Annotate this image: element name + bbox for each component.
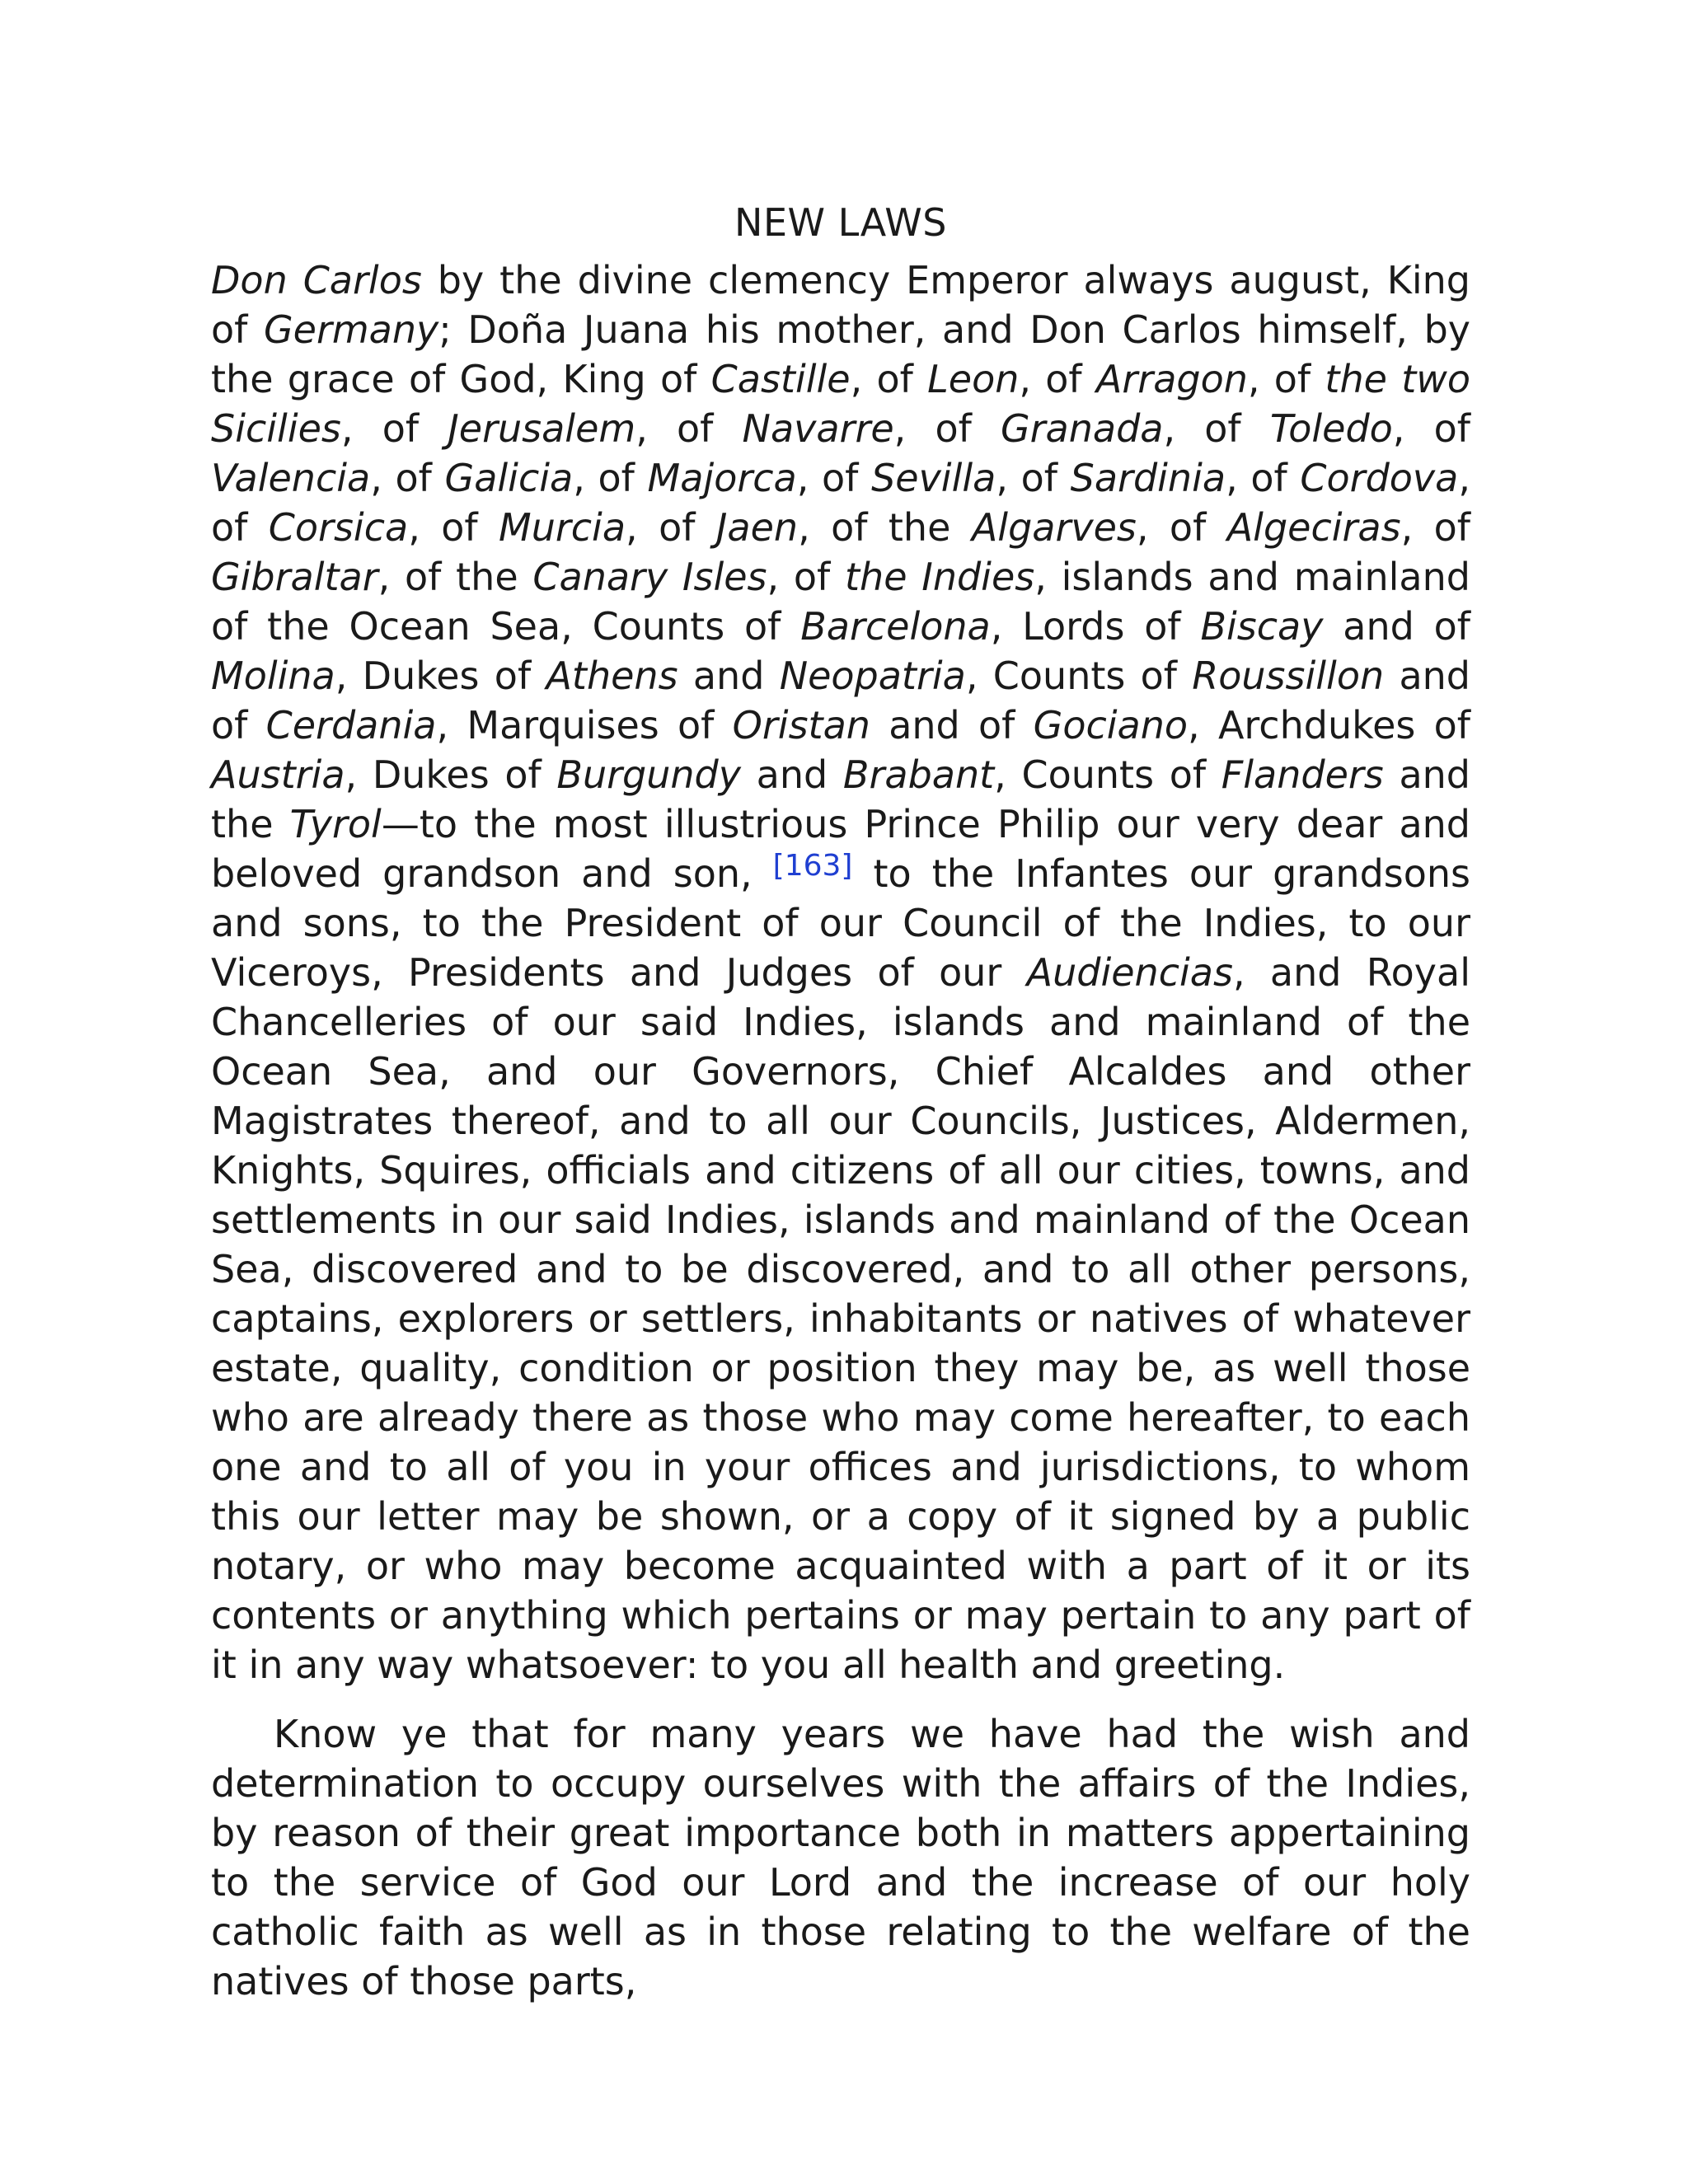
text-run: and of xyxy=(211,654,1470,748)
text-run: , Lords of xyxy=(990,604,1201,649)
text-run: , of xyxy=(573,456,648,500)
italic-text: Cordova xyxy=(1300,456,1459,500)
italic-text: Gociano xyxy=(1033,703,1189,748)
italic-text: Castille xyxy=(710,357,851,401)
italic-text: Arragon xyxy=(1095,357,1248,401)
text-run: , of xyxy=(1400,505,1470,550)
italic-text: Austria xyxy=(211,752,345,797)
text-run: and the xyxy=(211,752,1470,846)
text-run: , Counts of xyxy=(994,752,1221,797)
text-run: ; Doña Juana his mother, and Don Carlos himself, by the grace of God, King of xyxy=(211,307,1470,401)
text-run: to the Infantes our grandsons and sons, to the President of our Council of the Indies, to our Viceroys, Presidents and Judges of our xyxy=(211,851,1470,995)
text-run: and of xyxy=(870,703,1034,748)
italic-text: Athens xyxy=(546,654,678,698)
italic-text: Jaen xyxy=(715,505,799,550)
text-run: , of xyxy=(850,357,928,401)
italic-text: Toledo xyxy=(1269,406,1393,451)
italic-text: Cerdania xyxy=(265,703,437,748)
italic-text: Algarves xyxy=(971,505,1137,550)
text-run: , islands and mainland of the Ocean Sea, Counts of xyxy=(211,555,1470,649)
italic-text: Molina xyxy=(211,654,335,698)
italic-text: Biscay xyxy=(1200,604,1324,649)
footnote-link[interactable]: [163] xyxy=(772,849,853,883)
italic-text: Corsica xyxy=(268,505,409,550)
text-run: , of the xyxy=(798,505,972,550)
text-run: , of xyxy=(1163,406,1270,451)
italic-text: Barcelona xyxy=(800,604,991,649)
italic-text: Brabant xyxy=(842,752,995,797)
text-run: , Dukes of xyxy=(345,752,557,797)
text-run: , of xyxy=(893,406,1001,451)
italic-text: Audiencias xyxy=(1026,950,1233,995)
italic-text: Oristan xyxy=(732,703,870,748)
italic-text: Neopatria xyxy=(779,654,966,698)
text-run: , of xyxy=(996,456,1071,500)
italic-text: Burgundy xyxy=(556,752,741,797)
italic-text: Roussillon xyxy=(1192,654,1385,698)
italic-text: Canary Isles xyxy=(532,555,767,599)
text-run: , of xyxy=(1247,357,1325,401)
italic-text: Algeciras xyxy=(1226,505,1401,550)
page-title: NEW LAWS xyxy=(734,200,947,245)
italic-text: Germany xyxy=(264,307,439,352)
italic-text: Tyrol xyxy=(289,802,382,846)
text-run: , of xyxy=(1136,505,1227,550)
text-run: and of xyxy=(1323,604,1471,649)
text-run: by the divine clemency Emperor always august, King of xyxy=(211,258,1470,352)
text-run: , of xyxy=(635,406,743,451)
italic-text: Flanders xyxy=(1221,752,1384,797)
text-run: , of xyxy=(1392,406,1470,451)
text-run: , of xyxy=(796,456,872,500)
text-run: , of the xyxy=(377,555,533,599)
text-run: , Marquises of xyxy=(436,703,733,748)
salutation-paragraph xyxy=(211,255,1470,1690)
text-run: , of xyxy=(211,456,1470,550)
italic-text: the Indies xyxy=(845,555,1035,599)
text-run: , of xyxy=(408,505,499,550)
body-paragraph: Know ye that for many years we have had the wish and determination to occupy ourselves with the affairs of the Indies, by reason of their great importance both in matters appertaining to the service of God our Lord and the increase of our holy catholic faith as well as in those relating to the welfare of the natives of those parts, xyxy=(211,1712,1470,2004)
italic-text: Valencia xyxy=(211,456,371,500)
italic-text: Sevilla xyxy=(871,456,996,500)
italic-text: Don Carlos xyxy=(211,258,422,302)
text-run: , and Royal Chancelleries of our said Indies, islands and mainland of the Ocean Sea, and our Governors, Chief Alcaldes and other Magistrates thereof, and to all our Councils, Justices, Aldermen, Knights, Squires, officials and citizens of all our cities, towns, and settlements in our said Indies, islands and mainland of the Ocean Sea, discovered and to be discovered, and to all other persons, captains, explorers or settlers, inhabitants or natives of whatever estate, quality, condition or position they may be, as well those who are already there as those who may come hereafter, to each one and to all of you in your offices and jurisdictions, to whom this our letter may be shown, or a copy of it signed by a public notary, or who may become acquainted with a part of it or its contents or anything which pertains or may pertain to any part of it in any way whatsoever: to you all health and greeting. xyxy=(211,950,1470,1687)
text-run: and xyxy=(678,654,780,698)
italic-text: Murcia xyxy=(499,505,626,550)
italic-text: Majorca xyxy=(647,456,797,500)
text-run: , of xyxy=(1226,456,1301,500)
italic-text: Sardinia xyxy=(1070,456,1226,500)
text-run: , of xyxy=(767,555,845,599)
text-run: —to the most illustrious Prince Philip our very dear and beloved grandson and son, xyxy=(211,802,1470,896)
italic-text: Leon xyxy=(927,357,1020,401)
italic-text: Navarre xyxy=(742,406,894,451)
text-run: , Dukes of xyxy=(335,654,546,698)
text-run: , of xyxy=(626,505,716,550)
text-run: , Archdukes of xyxy=(1188,703,1471,748)
document-page xyxy=(211,198,1470,2006)
italic-text: Gibraltar xyxy=(211,555,378,599)
text-run: , of xyxy=(1019,357,1096,401)
text-run: , of xyxy=(370,456,445,500)
text-run: and xyxy=(740,752,843,797)
italic-text: Galicia xyxy=(444,456,574,500)
text-run: , of xyxy=(340,406,448,451)
text-run: , Counts of xyxy=(965,654,1193,698)
italic-text: the two Sicilies xyxy=(211,357,1470,451)
italic-text: Jerusalem xyxy=(448,406,636,451)
italic-text: Granada xyxy=(1001,406,1164,451)
